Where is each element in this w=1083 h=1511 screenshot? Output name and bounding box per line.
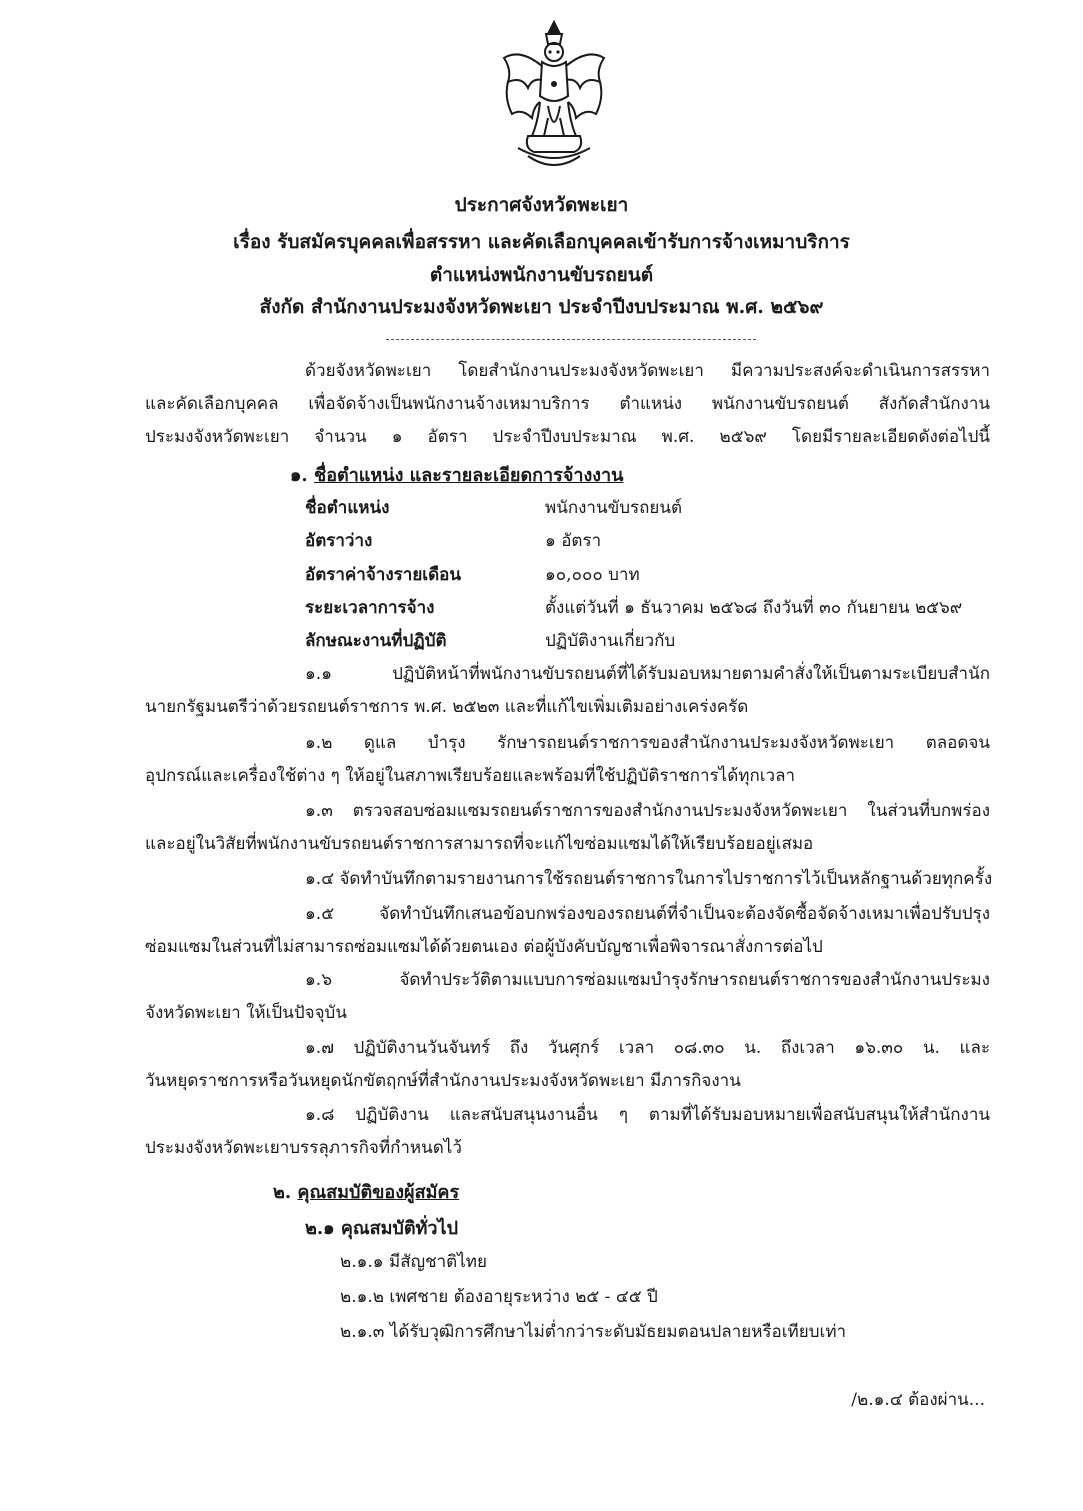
duty-line: ประมงจังหวัดพะเยาบรรลุภารกิจที่กำหนดไว้: [145, 1138, 462, 1158]
duty-item: [145, 658, 990, 724]
duty-line: และอยู่ในวิสัยที่พนักงานขับรถยนต์ราชการสามารถที่จะแก้ไขซ่อมแซมได้ให้เรียบร้อยอยู่เสมอ: [145, 834, 814, 854]
detail-label: อัตราค่าจ้างรายเดือน: [305, 565, 461, 585]
duty-line: ๑.๖ จัดทำประวัติตามแบบการซ่อมแซมบำรุงรักษารถยนต์ราชการของสำนักงานประมง: [305, 970, 990, 990]
section-1-number: ๑.: [290, 465, 308, 486]
duty-line: อุปกรณ์และเครื่องใช้ต่าง ๆ ให้อยู่ในสภาพเรียบร้อยและพร้อมที่ใช้ปฏิบัติราชการได้ทุกเวลา: [145, 766, 796, 786]
detail-value: พนักงานขับรถยนต์: [545, 498, 683, 518]
section-2-number: ๒.: [273, 1182, 292, 1203]
announcement-title: ประกาศจังหวัดพะเยา: [454, 194, 629, 216]
detail-label: ชื่อตำแหน่ง: [305, 498, 390, 518]
duty-line: นายกรัฐมนตรีว่าด้วยรถยนต์ราชการ พ.ศ. ๒๕๒๓ และที่แก้ไขเพิ่มเติมอย่างเคร่งครัด: [145, 697, 749, 717]
duty-item: [145, 795, 990, 861]
section-1-title: ชื่อตำแหน่ง และรายละเอียดการจ้างงาน: [313, 465, 624, 486]
section-2-1-heading: [305, 1213, 458, 1242]
duty-item: [145, 727, 990, 793]
detail-label: ลักษณะงานที่ปฏิบัติ: [305, 631, 447, 651]
detail-value: ตั้งแต่วันที่ ๑ ธันวาคม ๒๕๖๘ ถึงวันที่ ๓๐ กันยายน ๒๕๖๙: [545, 598, 963, 618]
duty-item: [145, 964, 990, 1030]
announcement-position: ตำแหน่งพนักงานขับรถยนต์: [429, 264, 654, 286]
duty-line: จังหวัดพะเยา ให้เป็นปัจจุบัน: [145, 1003, 347, 1023]
qualification-item: ๒.๑.๑ มีสัญชาติไทย: [340, 1252, 487, 1272]
section-2-title: คุณสมบัติของผู้สมัคร: [297, 1182, 460, 1203]
duty-line: ๑.๒ ดูแล บำรุง รักษารถยนต์ราชการของสำนักงานประมงจังหวัดพะเยา ตลอดจน: [305, 733, 990, 753]
announcement-subject: เรื่อง รับสมัครบุคคลเพื่อสรรหา และคัดเลือกบุคคลเข้ารับการจ้างเหมาบริการ: [233, 231, 850, 253]
duty-line: ๑.๘ ปฏิบัติงาน และสนับสนุนงานอื่น ๆ ตามที่ได้รับมอบหมายเพื่อสนับสนุนให้สำนักงาน: [305, 1105, 990, 1125]
intro-line: ประมงจังหวัดพะเยา จำนวน ๑ อัตรา ประจำปีงบประมาณ พ.ศ. ๒๕๖๙ โดยมีรายละเอียดดังต่อไปนี้: [145, 427, 990, 447]
section-1-heading: [290, 460, 623, 489]
continuation-note: /๒.๑.๔ ต้องผ่าน...: [851, 1390, 985, 1410]
duty-item: [145, 863, 993, 896]
duty-line: ๑.๓ ตรวจสอบซ่อมแซมรถยนต์ราชการของสำนักงานประมงจังหวัดพะเยา ในส่วนที่บกพร่อง: [305, 801, 990, 821]
intro-line: ด้วยจังหวัดพะเยา โดยสำนักงานประมงจังหวัดพะเยา มีความประสงค์จะดำเนินการสรรหา: [305, 361, 990, 381]
qualification-item: ๒.๑.๒ เพศชาย ต้องอายุระหว่าง ๒๕ - ๔๕ ปี: [340, 1287, 658, 1307]
intro-line: และคัดเลือกบุคคล เพื่อจัดจ้างเป็นพนักงานจ้างเหมาบริการ ตำแหน่ง พนักงานขับรถยนต์ สังกัดสำนักงาน: [145, 394, 990, 414]
detail-value: ๑๐,๐๐๐ บาท: [545, 565, 640, 585]
header-divider: [386, 339, 756, 340]
detail-label: อัตราว่าง: [305, 531, 373, 551]
duty-line: ๑.๔ จัดทำบันทึกตามรายงานการใช้รถยนต์ราชการในการไปราชการไว้เป็นหลักฐานด้วยทุกครั้ง: [305, 869, 993, 889]
detail-value: ปฏิบัติงานเกี่ยวกับ: [545, 631, 676, 651]
detail-value: ๑ อัตรา: [545, 531, 602, 551]
announcement-affiliation: สังกัด สำนักงานประมงจังหวัดพะเยา ประจำปีงบประมาณ พ.ศ. ๒๕๖๙: [259, 296, 824, 318]
garuda-emblem: [498, 18, 610, 176]
section-2-1-title: คุณสมบัติทั่วไป: [340, 1218, 459, 1239]
duty-line: ซ่อมแซมในส่วนที่ไม่สามารถซ่อมแซมได้ด้วยตนเอง ต่อผู้บังคับบัญชาเพื่อพิจารณาสั่งการต่อไป: [145, 937, 823, 957]
detail-label: ระยะเวลาการจ้าง: [305, 598, 435, 618]
intro-paragraph: [145, 355, 990, 454]
duty-line: วันหยุดราชการหรือวันหยุดนักขัตฤกษ์ที่สำนักงานประมงจังหวัดพะเยา มีภารกิจงาน: [145, 1071, 741, 1091]
duty-item: [145, 898, 990, 964]
duty-line: ๑.๕ จัดทำบันทึกเสนอข้อบกพร่องของรถยนต์ที่จำเป็นจะต้องจัดซื้อจัดจ้างเหมาเพื่อปรับปรุง: [305, 904, 990, 924]
duty-line: ๑.๗ ปฏิบัติงานวันจันทร์ ถึง วันศุกร์ เวลา ๐๘.๓๐ น. ถึงเวลา ๑๖.๓๐ น. และ: [305, 1038, 990, 1058]
section-2-heading: [273, 1177, 459, 1206]
duty-item: [145, 1099, 990, 1165]
qualification-item: ๒.๑.๓ ได้รับวุฒิการศึกษาไม่ต่ำกว่าระดับมัธยมตอนปลายหรือเทียบเท่า: [340, 1322, 847, 1342]
section-2-1-number: ๒.๑: [305, 1218, 335, 1239]
duty-item: [145, 1032, 990, 1098]
duty-line: ๑.๑ ปฏิบัติหน้าที่พนักงานขับรถยนต์ที่ได้รับมอบหมายตามคำสั่งให้เป็นตามระเบียบสำนัก: [305, 664, 990, 684]
